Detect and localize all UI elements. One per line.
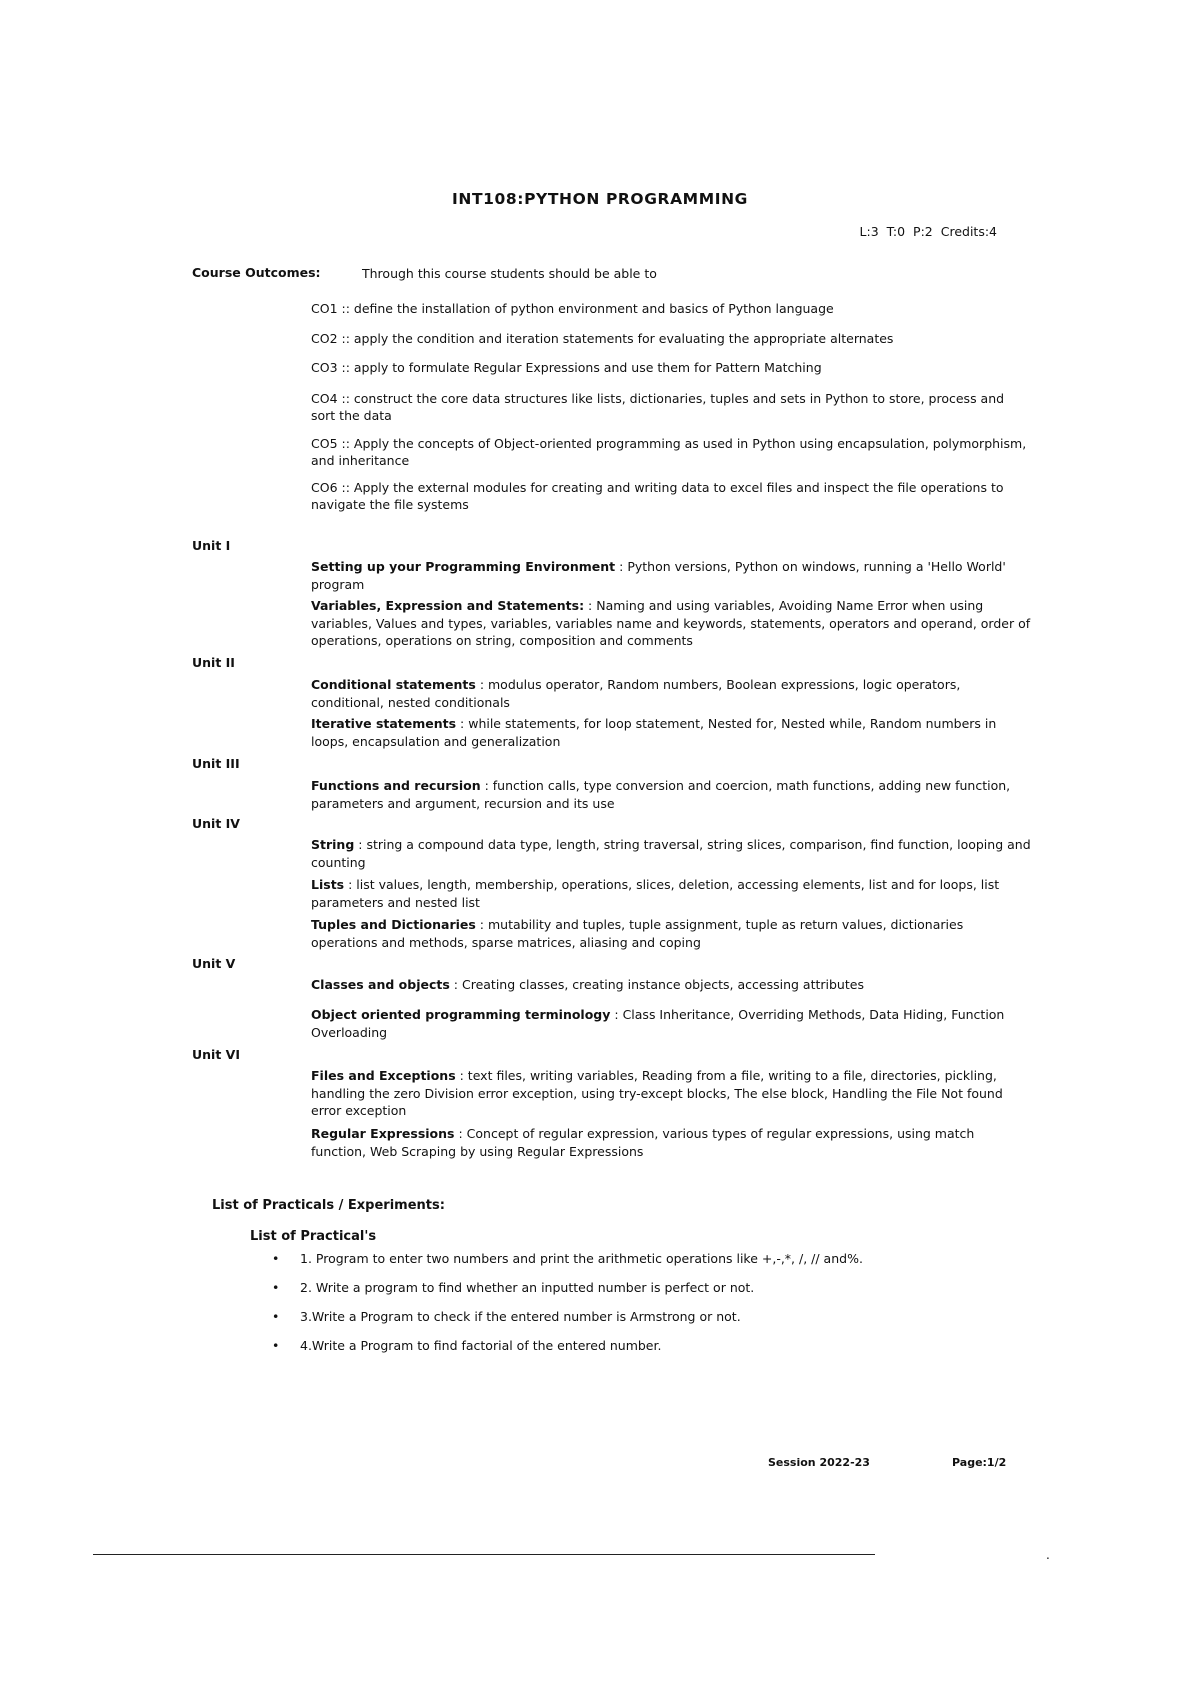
unit-6-label: Unit VI: [192, 1047, 240, 1062]
course-title: INT108:PYTHON PROGRAMMING: [452, 190, 748, 208]
practical-item: • 3.Write a Program to check if the entered number is Armstrong or not.: [272, 1309, 741, 1324]
bullet-icon: •: [272, 1309, 280, 1324]
course-outcome-6: CO6 :: Apply the external modules for creating and writing data to excel files and inspect the file operations to navigate the file systems: [311, 480, 1004, 512]
practical-item: • 1. Program to enter two numbers and print the arithmetic operations like +,-,*, /, // and%.: [272, 1251, 863, 1266]
course-outcomes-intro: Through this course students should be able to: [362, 266, 657, 281]
footer-divider: [93, 1554, 875, 1555]
unit-4-topic-2: Lists : list values, length, membership, operations, slices, deletion, accessing elements, list and for loops, list parameters and nested list: [311, 877, 1000, 910]
unit-2-label: Unit II: [192, 655, 235, 670]
unit-5-topic-2: Object oriented programming terminology : Class Inheritance, Overriding Methods, Data Hiding, Function Overloading: [311, 1007, 1005, 1040]
unit-3-label: Unit III: [192, 756, 240, 771]
bullet-icon: •: [272, 1251, 280, 1266]
course-outcome-5: CO5 :: Apply the concepts of Object-oriented programming as used in Python using encapsulation, polymorphism, and inheritance: [311, 436, 1027, 468]
unit-1-topic-2: Variables, Expression and Statements: : Naming and using variables, Avoiding Name Error when using variables, Values and types, variables, variables name and keywords, statements, operators and operand, order of operations, operations on string, composition and comments: [311, 598, 1031, 648]
footer-dot: .: [1046, 1548, 1050, 1562]
practical-item: • 2. Write a program to find whether an inputted number is perfect or not.: [272, 1280, 755, 1295]
course-outcome-3: CO3 :: apply to formulate Regular Expressions and use them for Pattern Matching: [311, 360, 822, 375]
unit-6-topic-2: Regular Expressions : Concept of regular expression, various types of regular expressions, using match function, Web Scraping by using Regular Expressions: [311, 1126, 975, 1159]
credits-line: L:3 T:0 P:2 Credits:4: [859, 224, 997, 239]
practicals-subheading: List of Practical's: [250, 1229, 377, 1244]
unit-4-topic-3: Tuples and Dictionaries : mutability and tuples, tuple assignment, tuple as return values, dictionaries operations and methods, sparse matrices, aliasing and coping: [311, 917, 964, 950]
practicals-heading: List of Practicals / Experiments:: [212, 1198, 445, 1213]
unit-1-label: Unit I: [192, 538, 231, 553]
bullet-icon: •: [272, 1280, 280, 1295]
unit-5-label: Unit V: [192, 956, 236, 971]
course-outcome-1: CO1 :: define the installation of python environment and basics of Python language: [311, 301, 834, 316]
unit-2-topic-2: Iterative statements : while statements, for loop statement, Nested for, Nested while, Random numbers in loops, encapsulation and generalization: [311, 716, 997, 749]
unit-4-label: Unit IV: [192, 816, 240, 831]
course-outcome-2: CO2 :: apply the condition and iteration statements for evaluating the appropriate alternates: [311, 331, 894, 346]
footer-session: Session 2022-23: [768, 1456, 870, 1469]
footer-page-number: Page:1/2: [952, 1456, 1007, 1469]
unit-4-topic-1: String : string a compound data type, length, string traversal, string slices, comparison, find function, looping and counting: [311, 837, 1031, 870]
practical-item: • 4.Write a Program to find factorial of the entered number.: [272, 1338, 662, 1353]
unit-5-topic-1: Classes and objects : Creating classes, creating instance objects, accessing attributes: [311, 977, 864, 992]
unit-2-topic-1: Conditional statements : modulus operator, Random numbers, Boolean expressions, logic operators, conditional, nested conditionals: [311, 677, 961, 710]
unit-1-topic-1: Setting up your Programming Environment : Python versions, Python on windows, running a 'Hello World' program: [311, 559, 1006, 592]
bullet-icon: •: [272, 1338, 280, 1353]
course-outcomes-label: Course Outcomes:: [192, 265, 321, 280]
course-outcome-4: CO4 :: construct the core data structures like lists, dictionaries, tuples and sets in Python to store, process and sort the data: [311, 391, 1005, 423]
unit-6-topic-1: Files and Exceptions : text files, writing variables, Reading from a file, writing to a file, directories, pickling, handling the zero Division error exception, using try-except blocks, The else block, Handling the File Not found error exception: [311, 1068, 1003, 1118]
unit-3-topic-1: Functions and recursion : function calls, type conversion and coercion, math functions, adding new function, parameters and argument, recursion and its use: [311, 778, 1011, 811]
